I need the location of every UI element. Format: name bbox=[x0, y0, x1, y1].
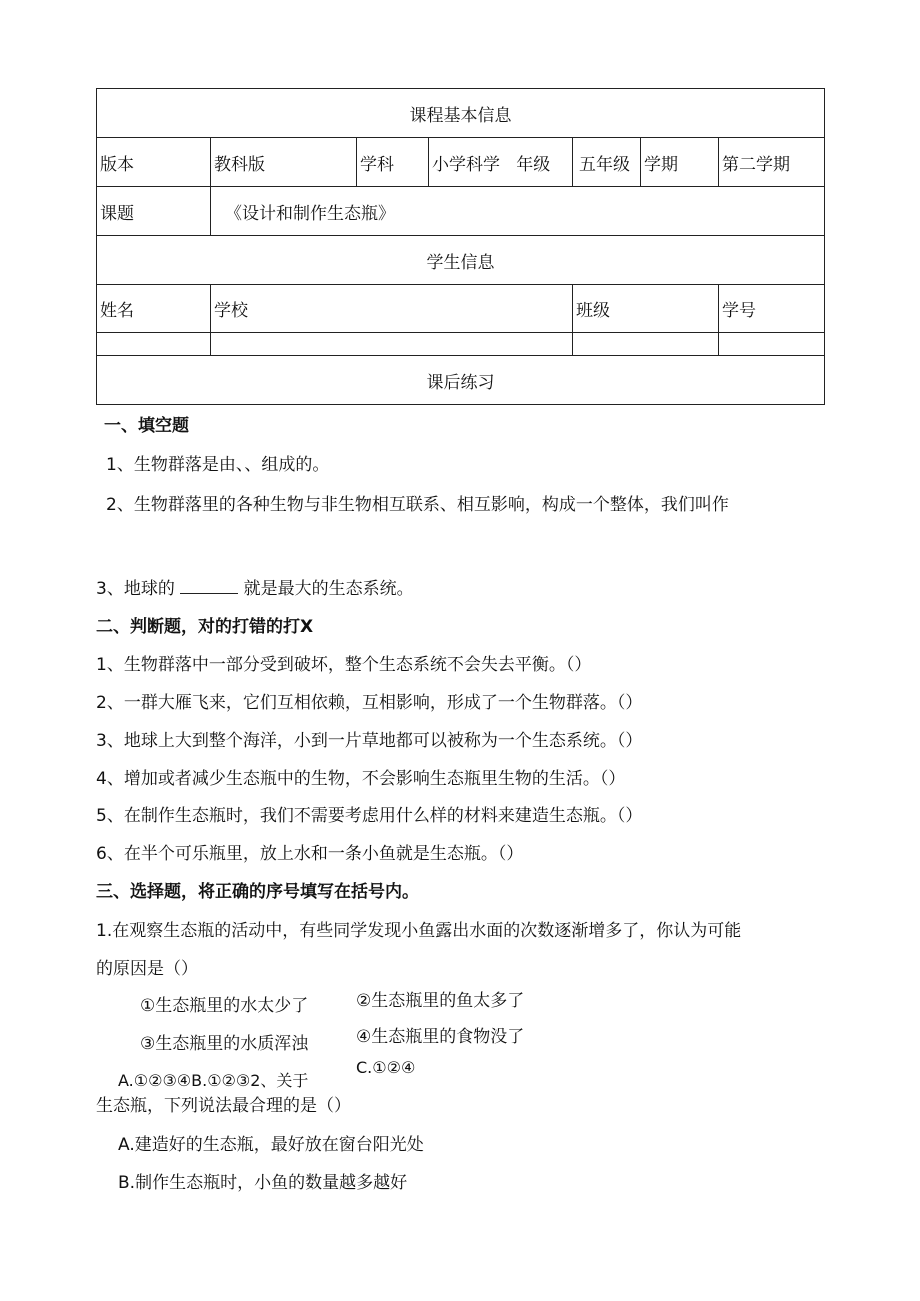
choices-ab: A.①②③④B.①②③2、关于 bbox=[118, 1071, 309, 1090]
fill-question-1: 1、生物群落是由、、组成的。 bbox=[106, 455, 330, 475]
subject-value: 小学科学 bbox=[432, 154, 500, 175]
topic-value: 《设计和制作生态瓶》 bbox=[211, 187, 825, 236]
judge-item-5: 5、在制作生态瓶时，我们不需要考虑用什么样的材料来建造生态瓶。（） bbox=[96, 806, 643, 826]
choice-question-1-line2: 的原因是（） bbox=[96, 959, 198, 979]
section3-heading: 三、选择题，将正确的序号填写在括号内。 bbox=[96, 882, 419, 902]
grade-value: 五年级 bbox=[573, 138, 641, 187]
grade-label: 年级 bbox=[516, 154, 551, 175]
fill-question-3-suffix: 就是最大的生态系统。 bbox=[243, 579, 414, 599]
option-1: ①生态瓶里的水太少了 bbox=[140, 996, 309, 1016]
id-input-cell[interactable] bbox=[719, 333, 825, 356]
judge-item-6: 6、在半个可乐瓶里，放上水和一条小鱼就是生态瓶。（） bbox=[96, 844, 524, 864]
term-label: 学期 bbox=[641, 138, 719, 187]
fill-question-3-prefix: 3、地球的 bbox=[96, 579, 175, 599]
id-label: 学号 bbox=[719, 285, 825, 333]
section1-heading: 一、填空题 bbox=[104, 416, 189, 436]
practice-title: 课后练习 bbox=[97, 356, 825, 405]
class-label: 班级 bbox=[573, 285, 719, 333]
choice-question-2: 生态瓶，下列说法最合理的是（） bbox=[96, 1096, 351, 1116]
school-label: 学校 bbox=[211, 285, 573, 333]
option-2: ②生态瓶里的鱼太多了 bbox=[356, 991, 525, 1011]
choice-question-1-line1: 1.在观察生态瓶的活动中，有些同学发现小鱼露出水面的次数逐渐增多了，你认为可能 bbox=[96, 921, 742, 941]
judge-item-4: 4、增加或者减少生态瓶中的生物，不会影响生态瓶里生物的生活。（） bbox=[96, 769, 626, 789]
judge-item-2: 2、一群大雁飞来，它们互相依赖，互相影响，形成了一个生物群落。（） bbox=[96, 693, 643, 713]
topic-label: 课题 bbox=[97, 187, 211, 236]
class-input-cell[interactable] bbox=[573, 333, 719, 356]
option-3: ③生态瓶里的水质浑浊 bbox=[140, 1034, 309, 1054]
course-info-table bbox=[96, 88, 825, 405]
term-value: 第二学期 bbox=[719, 138, 825, 187]
option-4: ④生态瓶里的食物没了 bbox=[356, 1027, 525, 1047]
subject-cell bbox=[429, 138, 573, 187]
choice-c: C.①②④ bbox=[356, 1058, 416, 1077]
school-input-cell[interactable] bbox=[211, 333, 573, 356]
basic-info-title: 课程基本信息 bbox=[97, 89, 825, 138]
judge-item-1: 1、生物群落中一部分受到破坏，整个生态系统不会失去平衡。（） bbox=[96, 655, 592, 675]
section2-heading: 二、判断题，对的打错的打X bbox=[96, 617, 314, 637]
answer-blank[interactable] bbox=[180, 577, 238, 594]
fill-question-3 bbox=[96, 574, 414, 599]
q2-option-b: B.制作生态瓶时，小鱼的数量越多越好 bbox=[118, 1173, 408, 1193]
name-label: 姓名 bbox=[97, 285, 211, 333]
edition-value: 教科版 bbox=[211, 138, 357, 187]
judge-item-3: 3、地球上大到整个海洋，小到一片草地都可以被称为一个生态系统。（） bbox=[96, 731, 643, 751]
edition-label: 版本 bbox=[97, 138, 211, 187]
subject-label: 学科 bbox=[357, 138, 429, 187]
fill-question-2: 2、生物群落里的各种生物与非生物相互联系、相互影响，构成一个整体，我们叫作 bbox=[106, 495, 729, 515]
name-input-cell[interactable] bbox=[97, 333, 211, 356]
q2-option-a: A.建造好的生态瓶，最好放在窗台阳光处 bbox=[118, 1135, 424, 1155]
student-info-title: 学生信息 bbox=[97, 236, 825, 285]
